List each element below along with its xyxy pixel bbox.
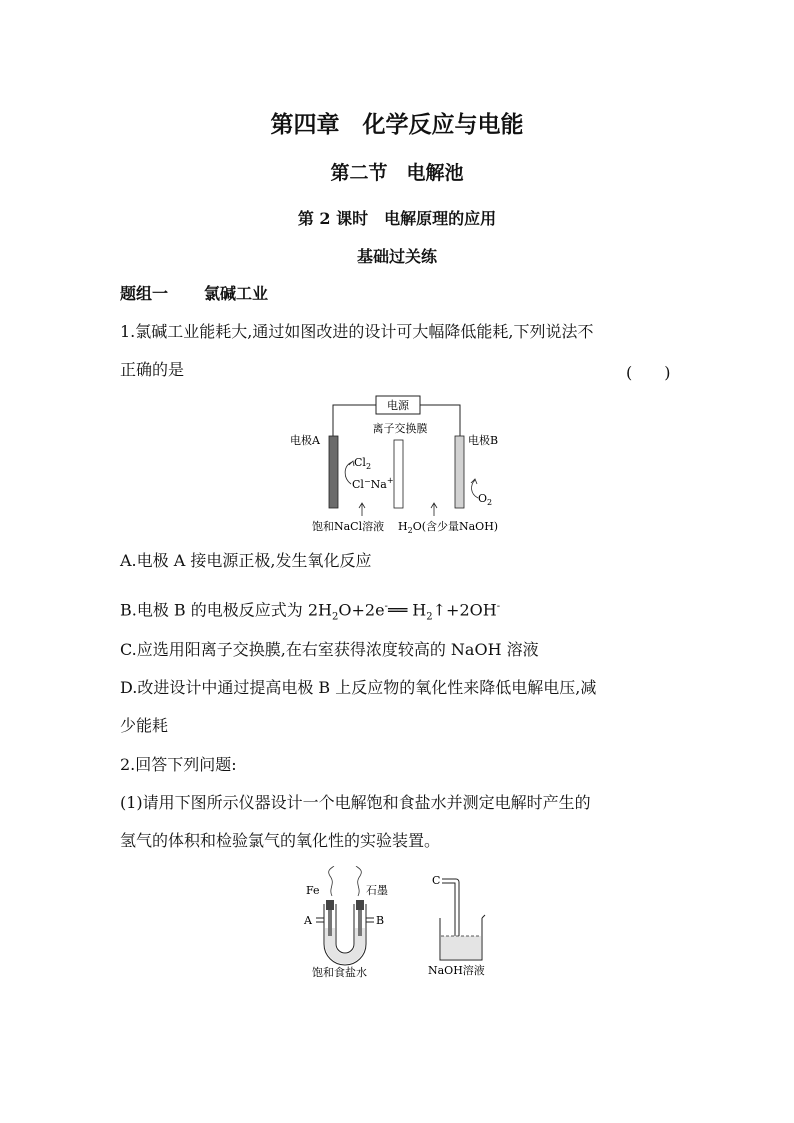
option-d-line2: 少能耗 <box>120 716 169 735</box>
u-tube-inner <box>336 904 354 953</box>
section-title: 第二节 电解池 <box>330 162 464 184</box>
group-heading <box>120 284 680 304</box>
q2-part1-line1: (1)请用下图所示仪器设计一个电解饱和食盐水并测定电解时产生的 <box>120 793 591 812</box>
right-solution-label: $H_2O$(含少量NaOH) <box>398 520 499 535</box>
apparatus-figure <box>300 866 500 981</box>
reaction-arrow <box>345 462 352 484</box>
fe-electrode <box>328 910 332 936</box>
left-input-arrow <box>359 503 365 516</box>
option-a: A.电极 A 接电源正极,发生氧化反应 <box>120 551 372 570</box>
membrane-label: 离子交换膜 <box>372 422 428 435</box>
brine-label: 饱和食盐水 <box>312 966 367 979</box>
label-a: A <box>304 914 312 927</box>
graphite-stopper <box>356 900 364 910</box>
fe-label: Fe <box>306 884 320 897</box>
group-label: 题组一 <box>120 284 169 303</box>
option-b: B.电极 B 的电极反应式为 $2H_2O+2e^-══$ $H_2↑+2OH^-$ <box>120 600 501 623</box>
left-wire <box>333 405 376 436</box>
chapter-title: 第四章 化学反应与电能 <box>270 111 524 138</box>
electrode-a-label: 电极A <box>290 434 320 447</box>
electrode-b-label: 电极B <box>468 434 499 447</box>
label-b: B <box>376 914 385 927</box>
side-arm-a <box>316 918 324 922</box>
label-c: C <box>432 874 441 887</box>
graphite-wire <box>356 866 361 896</box>
option-d-line1: D.改进设计中通过提高电极 B 上反应物的氧化性来降低电解电压,减 <box>120 678 597 697</box>
side-arm-b <box>366 918 374 922</box>
power-label: 电源 <box>387 399 409 412</box>
fe-wire <box>329 866 334 896</box>
naoh-label: NaOH溶液 <box>428 964 485 977</box>
answer-blank: ( ) <box>626 363 671 382</box>
graphite-label: 石墨 <box>366 884 388 897</box>
q1-stem-line1: 1.氯碱工业能耗大,通过如图改进的设计可大幅降低能耗,下列说法不 <box>120 322 594 341</box>
electrode-b <box>455 436 464 508</box>
ion-exchange-membrane <box>394 440 403 508</box>
electrolysis-cell-figure <box>288 392 518 537</box>
cl2-label: $Cl_2$ <box>354 456 372 471</box>
left-solution-label: 饱和NaCl溶液 <box>312 520 385 533</box>
group-title: 氯碱工业 <box>204 284 269 303</box>
ions-label: Cl−Na+ <box>352 476 394 491</box>
right-input-arrow <box>431 503 437 516</box>
practice-heading: 基础过关练 <box>356 247 437 266</box>
graphite-electrode <box>358 910 362 936</box>
option-c: C.应选用阳离子交换膜,在右室获得浓度较高的 NaOH 溶液 <box>120 640 539 659</box>
lesson-title: 第 2 课时 电解原理的应用 <box>297 209 497 228</box>
q2-part1-line2: 氢气的体积和检验氯气的氧化性的实验装置。 <box>120 831 441 850</box>
o2-label: $O_2$ <box>478 492 493 507</box>
fe-stopper <box>326 900 334 910</box>
q1-stem-line2: 正确的是 <box>120 360 185 379</box>
q2-stem: 2.回答下列问题: <box>120 755 237 774</box>
naoh-liquid <box>441 936 481 959</box>
electrode-a <box>329 436 338 508</box>
